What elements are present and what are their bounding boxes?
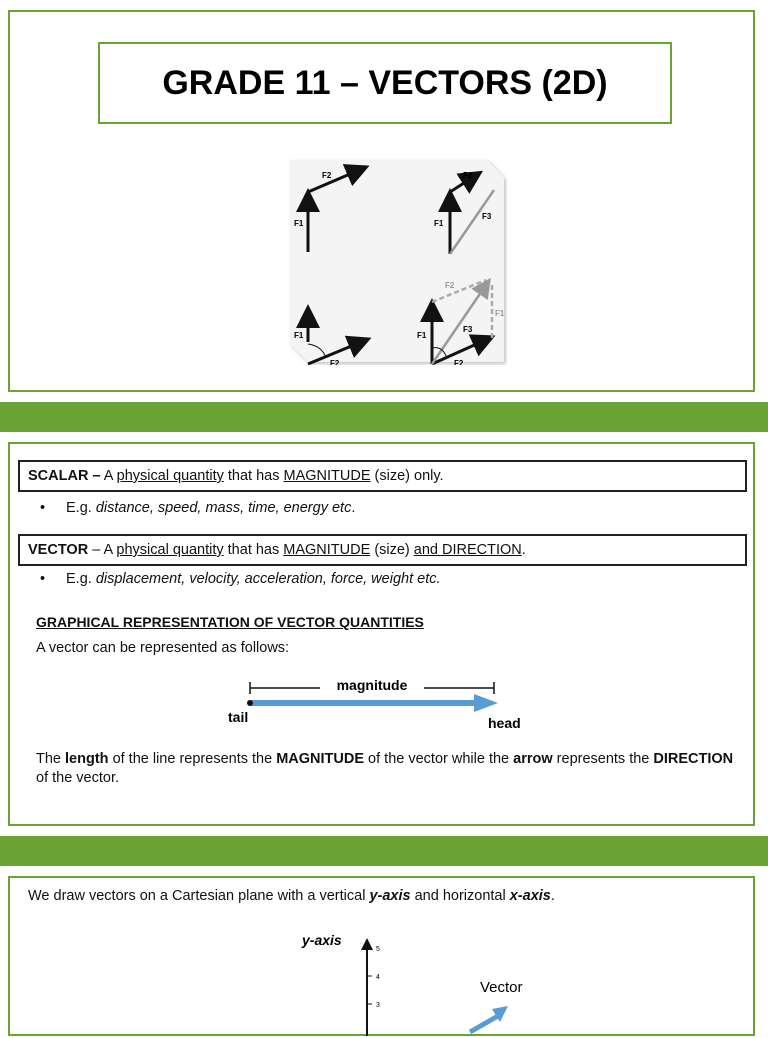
magnitude-label: magnitude	[336, 677, 408, 693]
text: E.g.	[66, 571, 92, 587]
bold-text: length	[65, 751, 109, 767]
scalar-examples: • E.g. distance, speed, mass, time, energy etc.	[40, 500, 356, 516]
scalar-term: SCALAR –	[28, 468, 101, 484]
explanation-paragraph	[36, 750, 736, 788]
definitions-panel	[8, 442, 755, 826]
vector-diagram	[220, 674, 540, 738]
text: of the vector.	[36, 770, 120, 786]
cartesian-intro	[28, 888, 555, 904]
vector-label: Vector	[480, 979, 523, 996]
vector-addition-figure	[282, 152, 507, 365]
text-underlined: MAGNITUDE	[283, 468, 371, 484]
text: E.g.	[66, 500, 92, 516]
text: and horizontal	[414, 888, 506, 904]
text-underlined: MAGNITUDE	[283, 542, 371, 558]
text: (size) only.	[374, 468, 444, 484]
figure-label: F1	[294, 331, 304, 340]
figure-label: F2	[463, 171, 473, 180]
text: of the line represents the	[112, 751, 273, 767]
figure-label: F1	[434, 219, 444, 228]
figure-label: F1	[495, 309, 505, 318]
text: of the vector while the	[368, 751, 510, 767]
text-underlined: physical quantity	[116, 542, 224, 558]
text: .	[550, 888, 555, 904]
text: –	[92, 542, 101, 558]
tick-label: 5	[376, 946, 380, 953]
title-panel	[8, 10, 755, 392]
divider-band	[0, 836, 768, 866]
scalar-definition	[18, 460, 747, 492]
text: A	[103, 468, 113, 484]
figure-label: F2	[445, 281, 455, 290]
text: A	[103, 542, 113, 558]
figure-label: F2	[454, 359, 464, 365]
divider-band	[0, 402, 768, 432]
head-label: head	[488, 715, 521, 731]
bold-text: arrow	[513, 751, 553, 767]
figure-label: F3	[482, 212, 492, 221]
vector-examples: • E.g. displacement, velocity, acceleration, force, weight etc.	[40, 571, 441, 587]
arrow-head-icon	[474, 694, 498, 712]
tail-dot	[247, 700, 253, 706]
bold-text: y-axis	[369, 888, 411, 904]
text-underlined: and DIRECTION	[413, 542, 522, 558]
text-underlined: physical quantity	[116, 468, 224, 484]
figure-label: F2	[330, 359, 340, 365]
text: that has	[227, 542, 280, 558]
examples-text: displacement, velocity, acceleration, force, weight etc.	[95, 571, 441, 587]
figure-label: F2	[322, 171, 332, 180]
text: The	[36, 751, 61, 767]
text: .	[351, 500, 356, 516]
text: .	[521, 542, 526, 558]
vector-figure-svg	[282, 152, 507, 365]
examples-text: distance, speed, mass, time, energy etc	[95, 500, 352, 516]
text: (size)	[374, 542, 410, 558]
figure-label: F1	[294, 219, 304, 228]
intro-text: A vector can be represented as follows:	[36, 640, 290, 656]
section-heading: GRAPHICAL REPRESENTATION OF VECTOR QUANTITIES	[36, 614, 424, 630]
figure-label: F3	[463, 325, 473, 334]
text: represents the	[556, 751, 650, 767]
tick-label: 4	[376, 974, 380, 981]
y-axis-label: y-axis	[302, 932, 342, 948]
figure-label: F1	[417, 331, 427, 340]
vector-term: VECTOR	[28, 542, 89, 558]
bold-text: MAGNITUDE	[276, 751, 365, 767]
cartesian-plane	[260, 928, 560, 1038]
bold-text: DIRECTION	[653, 751, 734, 767]
tick-label: 3	[376, 1002, 380, 1009]
text: that has	[227, 468, 280, 484]
cartesian-panel	[8, 876, 755, 1036]
bold-text: x-axis	[509, 888, 551, 904]
vector-definition	[18, 534, 747, 566]
page-title: GRADE 11 – VECTORS (2D)	[98, 42, 672, 124]
text: We draw vectors on a Cartesian plane with a vertical	[28, 888, 366, 904]
tail-label: tail	[228, 709, 249, 725]
